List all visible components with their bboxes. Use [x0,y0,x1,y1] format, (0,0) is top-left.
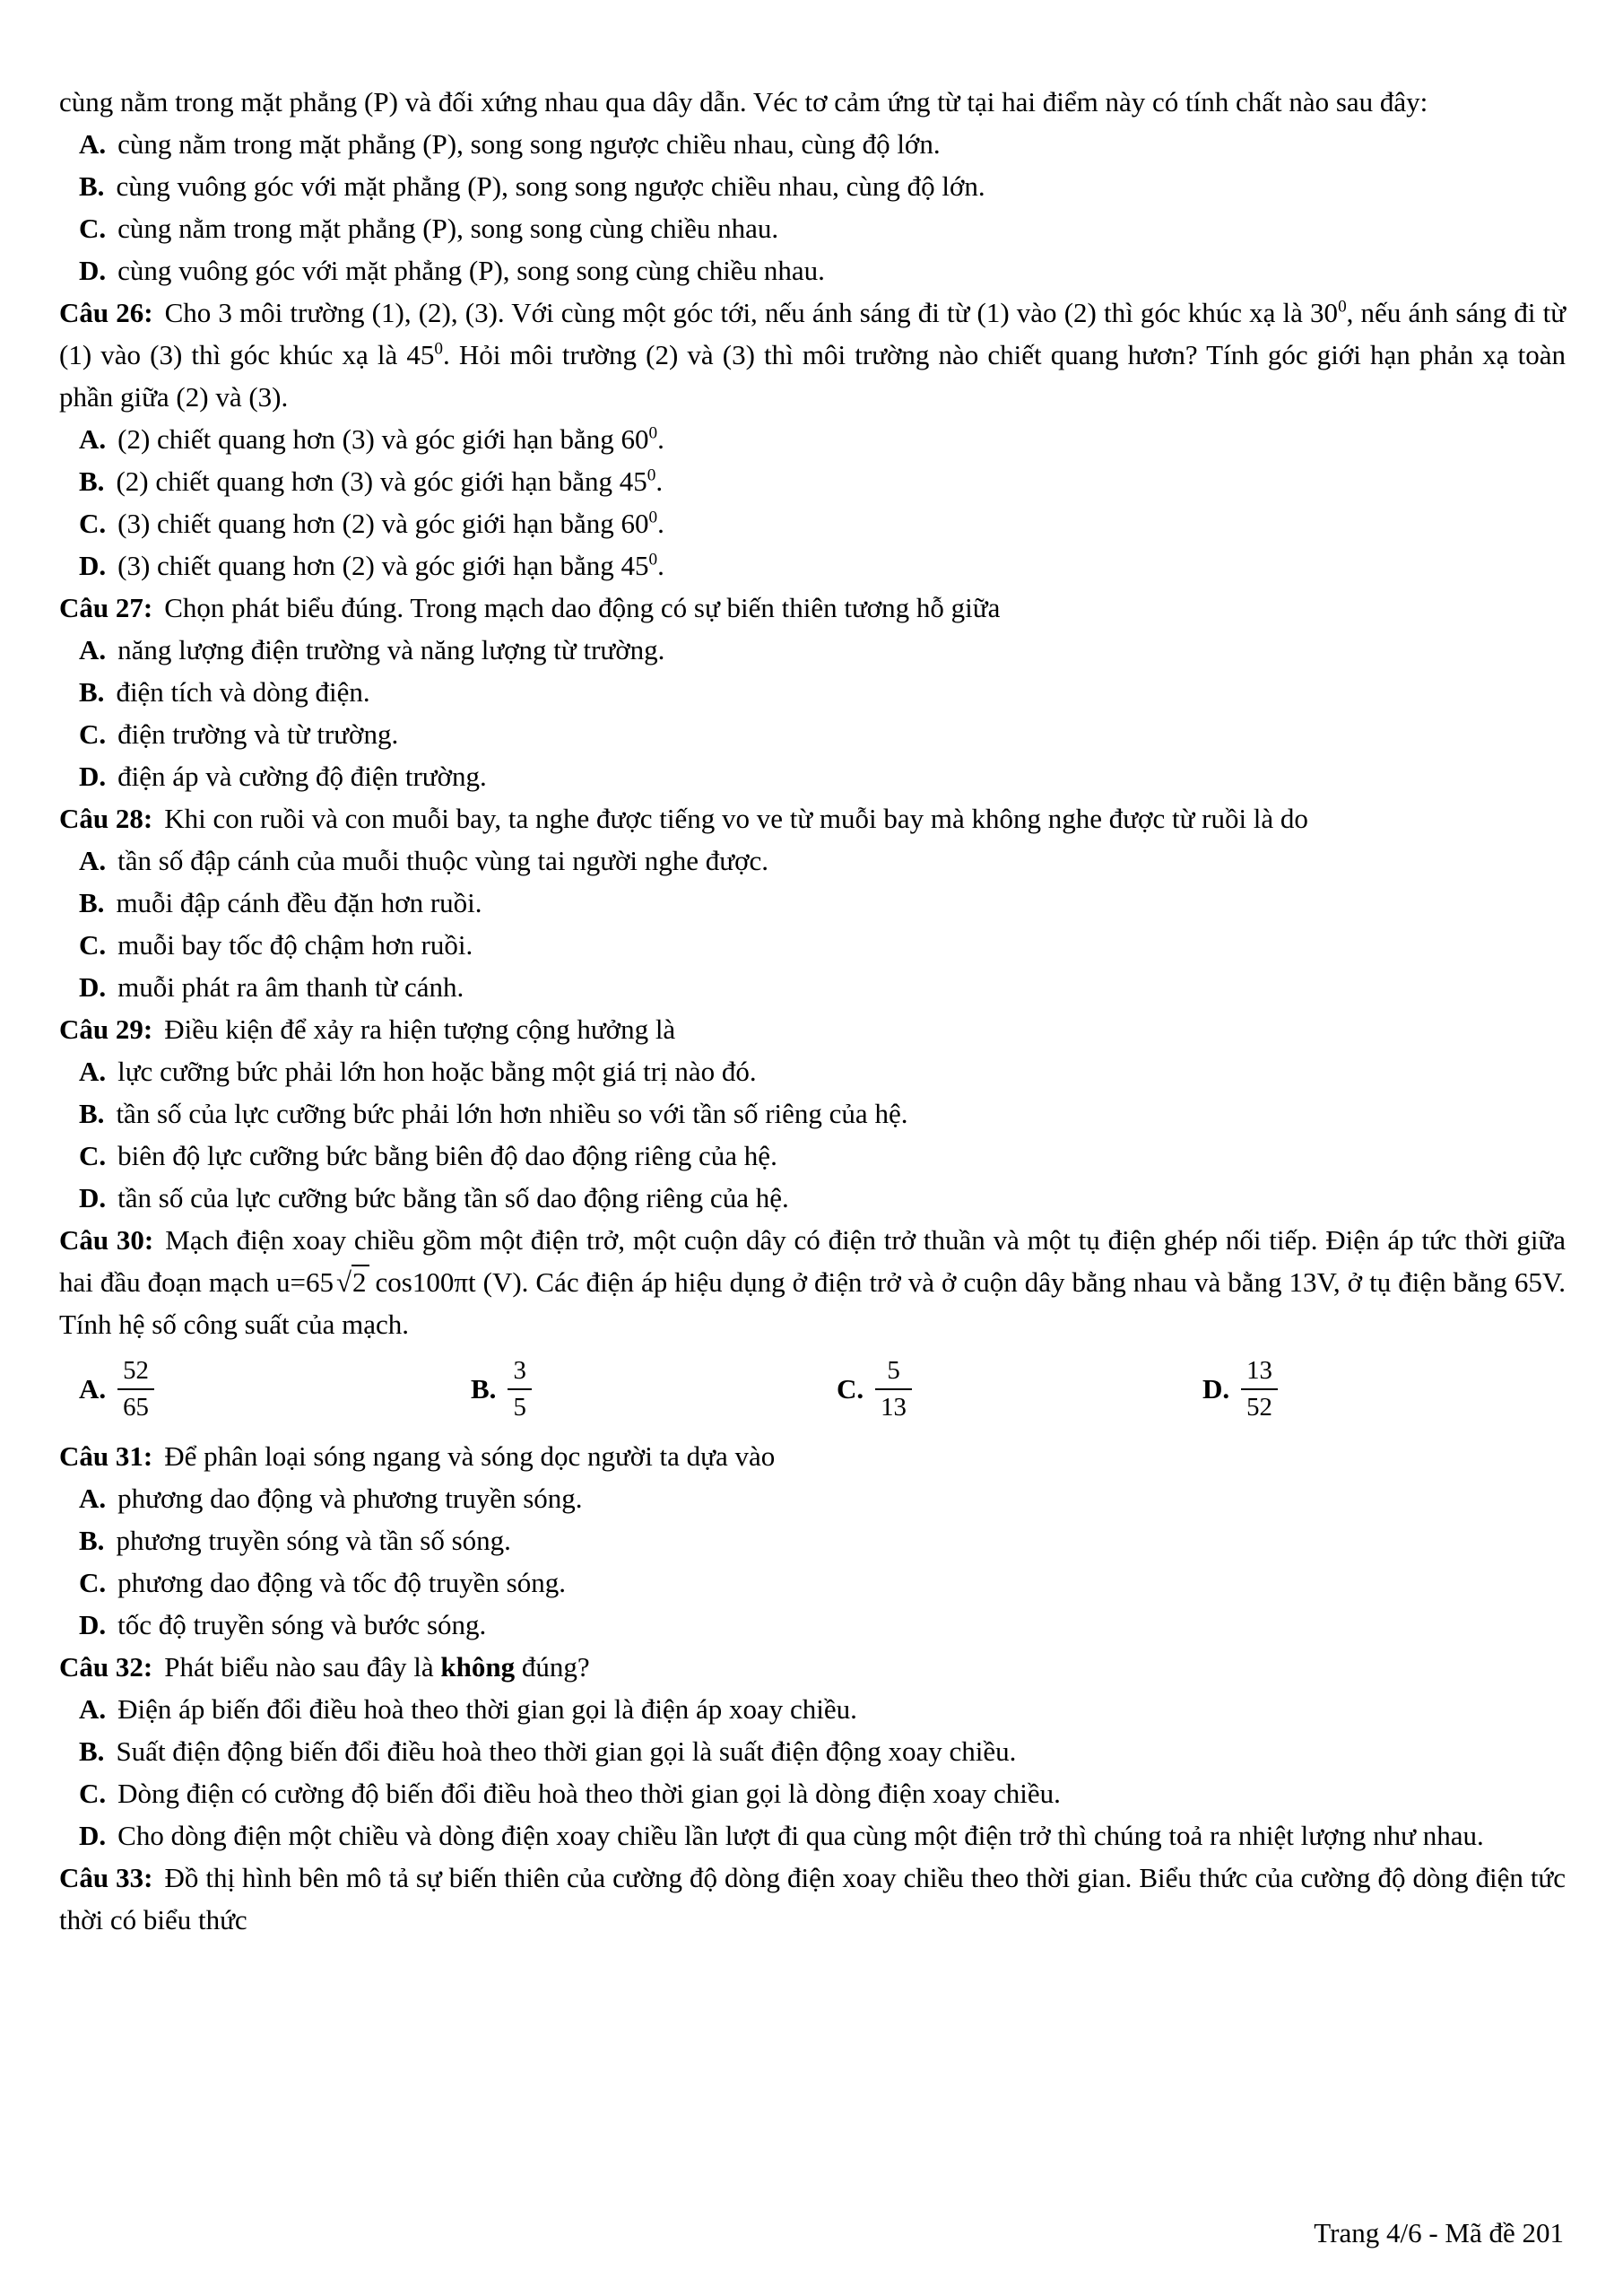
option-label: A. [79,634,107,665]
option-text: Dòng điện có cường độ biến đổi điều hoà theo thời gian gọi là dòng điện xoay chiều. [117,1777,1061,1809]
question-text: Chọn phát biểu đúng. Trong mạch dao động có sự biến thiên tương hỗ giữa [164,592,1001,623]
option-text: phương truyền sóng và tần số sóng. [116,1524,511,1556]
question-26 [59,291,1566,587]
question-body [59,1857,1566,1941]
option-label: D. [79,1182,107,1213]
option-b [59,1730,1566,1772]
option-a [59,1477,1566,1519]
option-label: A. [79,1482,107,1514]
question-33 [59,1857,1566,1941]
question-number: Câu 31: [59,1439,153,1472]
question-number: Câu 32: [59,1650,153,1683]
question-27 [59,587,1566,797]
option-text: tần số đập cánh của muỗi thuộc vùng tai người nghe được. [117,845,768,876]
option-label: C. [79,718,107,750]
option-label: B. [79,170,105,202]
question-text: , nếu ánh sáng đi từ (1) vào (3) thì góc khúc xạ là 45 [59,297,1566,370]
option-text: tần số của lực cưỡng bức phải lớn hơn nhiều so với tần số riêng của hệ. [116,1098,908,1129]
option-label: C. [79,929,107,961]
option-text: năng lượng điện trường và năng lượng từ trường. [117,634,665,665]
option-text: điện tích và dòng điện. [116,676,370,708]
option-label: B. [79,1524,105,1556]
superscript-degree: 0 [434,339,444,359]
question-number: Câu 29: [59,1013,153,1045]
question-text: cos100πt (V). Các điện áp hiệu dụng ở điện trở và ở cuộn dây bằng nhau và bằng 13V, ở tụ điện bằng 65V. Tính hệ số công suất của mạch. [59,1266,1566,1340]
option-d [1202,1354,1566,1424]
question-31 [59,1435,1566,1646]
option-d [59,966,1566,1008]
option-label: B. [79,1735,105,1767]
option-label: D. [79,1608,107,1640]
question-text: Phát biểu nào sau đây là [164,1650,441,1683]
fraction-numerator: 13 [1241,1354,1278,1390]
option-text: phương dao động và tốc độ truyền sóng. [117,1566,566,1598]
option-label: C. [837,1373,864,1405]
option-d [59,1814,1566,1857]
option-d [59,249,1566,291]
question-number: Câu 28: [59,803,153,834]
superscript-degree: 0 [1338,297,1347,317]
option-label: A. [79,845,107,876]
question-body [59,797,1566,839]
question-number: Câu 26: [59,297,153,328]
option-text: biên độ lực cưỡng bức bằng biên độ dao động riêng của hệ. [117,1140,777,1171]
question-32 [59,1646,1566,1857]
option-b [59,165,1566,207]
question-text: cùng nằm trong mặt phẳng (P) và đối xứng nhau qua dây dẫn. Véc tơ cảm ứng từ tại hai điểm này có tính chất nào sau đây: [59,86,1428,117]
radicand: 2 [352,1265,369,1298]
option-a [59,839,1566,882]
fraction [117,1354,154,1424]
superscript-degree: 0 [648,423,658,443]
option-c [59,924,1566,966]
fraction [1241,1354,1278,1424]
option-label: D. [1202,1373,1230,1405]
question-30 [59,1219,1566,1424]
option-text: . [657,550,664,581]
option-b [59,1519,1566,1561]
question-25-continuation [59,81,1566,291]
option-text: muỗi bay tốc độ chậm hơn ruồi. [117,929,473,961]
option-b [59,460,1566,502]
question-text: đúng? [515,1650,590,1683]
option-a [59,1050,1566,1092]
option-label: D. [79,971,107,1003]
option-c [59,1135,1566,1177]
option-label: A. [79,1692,107,1725]
option-text: Suất điện động biến đổi điều hoà theo thời gian gọi là suất điện động xoay chiều. [116,1735,1017,1767]
option-label: B. [79,887,105,918]
superscript-degree: 0 [648,508,658,527]
option-label: A. [79,1373,107,1405]
option-text: cùng nằm trong mặt phẳng (P), song song cùng chiều nhau. [117,213,779,244]
option-label: D. [79,761,107,792]
option-text: . [657,423,664,455]
fraction [875,1354,912,1424]
question-text-bold: không [440,1650,516,1683]
question-body [59,291,1566,418]
option-text: cùng vuông góc với mặt phẳng (P), song song cùng chiều nhau. [117,255,825,286]
option-d [59,1177,1566,1219]
option-text: lực cưỡng bức phải lớn hon hoặc bằng một giá trị nào đó. [117,1056,757,1087]
fraction-numerator: 3 [508,1354,531,1390]
option-c [837,1354,1202,1424]
option-b [59,1092,1566,1135]
option-label: D. [79,1819,107,1851]
option-text: Cho dòng điện một chiều và dòng điện xoay chiều lần lượt đi qua cùng một điện trở thì chúng toả ra nhiệt lượng như nhau. [117,1819,1484,1851]
fraction [508,1354,531,1424]
option-label: C. [79,1140,107,1171]
option-text: điện áp và cường độ điện trường. [117,761,487,792]
option-label: A. [79,128,107,160]
option-text: (2) chiết quang hơn (3) và góc giới hạn bằng 60 [117,423,649,455]
option-label: A. [79,1056,107,1087]
option-label: B. [79,1098,105,1129]
question-number: Câu 30: [59,1224,154,1256]
option-text: cùng nằm trong mặt phẳng (P), song song ngược chiều nhau, cùng độ lớn. [117,128,941,160]
question-text: Cho 3 môi trường (1), (2), (3). Với cùng một góc tới, nếu ánh sáng đi từ (1) vào (2) thì góc khúc xạ là 30 [164,297,1339,328]
fraction-denominator: 52 [1246,1392,1272,1422]
option-text: (3) chiết quang hơn (2) và góc giới hạn bằng 45 [117,550,649,581]
option-label: B. [79,676,105,708]
option-a [59,1688,1566,1730]
option-a [59,418,1566,460]
superscript-degree: 0 [648,550,658,570]
question-body [59,1219,1566,1345]
option-a [59,123,1566,165]
fraction-denominator: 13 [881,1392,907,1422]
question-body [59,1646,1566,1688]
option-text: muỗi đập cánh đều đặn hơn ruồi. [116,887,482,918]
option-a [79,1354,471,1424]
square-root-expression [336,1266,369,1298]
option-c [59,1561,1566,1604]
option-d [59,1604,1566,1646]
option-text: cùng vuông góc với mặt phẳng (P), song song ngược chiều nhau, cùng độ lớn. [116,170,985,202]
fraction-options-row [59,1354,1566,1424]
option-c [59,502,1566,544]
question-text: . Hỏi môi trường (2) và (3) thì môi trường nào chiết quang hươn? Tính góc giới hạn phản xạ toàn phần giữa (2) và (3). [59,339,1566,413]
question-number: Câu 33: [59,1861,153,1893]
option-label: C. [79,1566,107,1598]
question-body [59,1008,1566,1050]
fraction-numerator: 5 [875,1354,912,1390]
question-body [59,81,1566,123]
fraction-denominator: 65 [123,1392,149,1422]
option-text: muỗi phát ra âm thanh từ cánh. [117,971,464,1003]
option-label: A. [79,423,107,455]
option-text: tốc độ truyền sóng và bước sóng. [117,1608,487,1640]
option-d [59,544,1566,587]
question-28 [59,797,1566,1008]
option-label: C. [79,508,107,539]
question-body [59,587,1566,629]
option-text: phương dao động và phương truyền sóng. [117,1482,583,1514]
option-c [59,1772,1566,1814]
option-label: B. [79,465,105,497]
option-a [59,629,1566,671]
option-b [59,671,1566,713]
option-b [59,882,1566,924]
question-text: Khi con ruồi và con muỗi bay, ta nghe được tiếng vo ve từ muỗi bay mà không nghe được từ ruồi là do [164,803,1308,834]
question-text: Để phân loại sóng ngang và sóng dọc người ta dựa vào [164,1439,776,1472]
option-text: . [657,508,664,539]
question-text: Đồ thị hình bên mô tả sự biến thiên của cường độ dòng điện xoay chiều theo thời gian. Biểu thức của cường độ dòng điện tức thời có biểu thức [59,1861,1566,1935]
option-c [59,713,1566,755]
option-d [59,755,1566,797]
question-number: Câu 27: [59,592,153,623]
fraction-numerator: 52 [117,1354,154,1390]
question-29 [59,1008,1566,1219]
option-text: . [655,465,664,497]
question-text: Mạch điện xoay chiều gồm một điện trở, một cuộn dây có điện trở thuần và một tụ điện ghép nối tiếp. Điện áp tức thời giữa hai đầu đoạn mạch u=65 [59,1224,1566,1298]
option-label: C. [79,1777,107,1809]
superscript-degree: 0 [647,465,656,485]
option-text: điện trường và từ trường. [117,718,399,750]
option-label: D. [79,255,107,286]
option-text: (3) chiết quang hơn (2) và góc giới hạn bằng 60 [117,508,649,539]
option-text: (2) chiết quang hơn (3) và góc giới hạn bằng 45 [116,465,647,497]
option-c [59,207,1566,249]
option-text: Điện áp biến đổi điều hoà theo thời gian gọi là điện áp xoay chiều. [117,1692,857,1725]
option-label: D. [79,550,107,581]
question-text: Điều kiện để xảy ra hiện tượng cộng hưởng là [164,1013,676,1045]
option-text: tần số của lực cưỡng bức bằng tần số dao động riêng của hệ. [117,1182,789,1213]
option-b [471,1354,837,1424]
option-label: C. [79,213,107,244]
option-label: B. [471,1373,497,1405]
page-footer: Trang 4/6 - Mã đề 201 [1314,2217,1564,2248]
radical-sign: √ [336,1266,352,1298]
question-body [59,1435,1566,1477]
fraction-denominator: 5 [513,1392,526,1422]
